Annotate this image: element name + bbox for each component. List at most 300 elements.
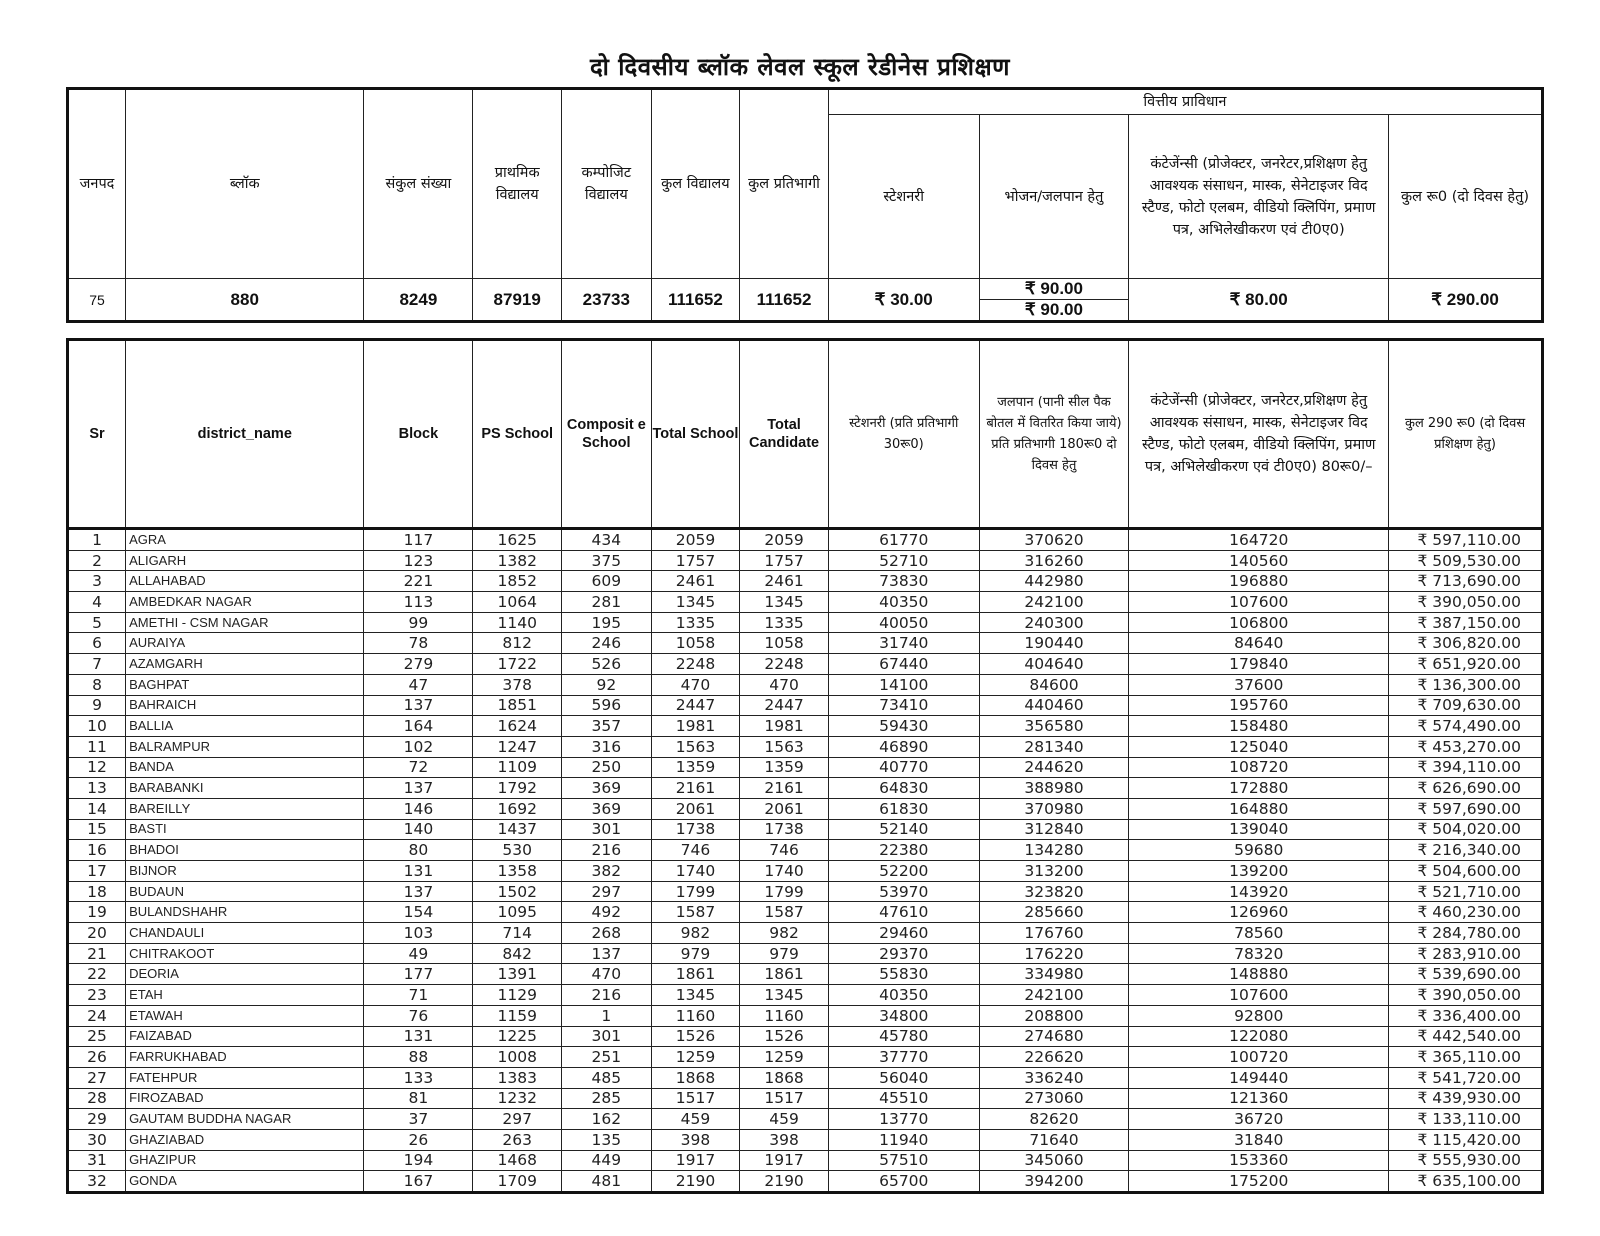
table-row: [68, 1150, 1543, 1171]
table-row: [68, 529, 1543, 551]
cell-district-name: GHAZIABAD: [126, 1129, 364, 1150]
cell-stationery: 53970: [828, 881, 979, 902]
cell-ps-school: 378: [473, 674, 562, 695]
cell-block: 81: [364, 1088, 473, 1109]
value-sankul: 8249: [364, 279, 473, 322]
cell-composite-school: 449: [562, 1150, 652, 1171]
cell-total-candidate: 1563: [740, 736, 829, 757]
cell-block: 80: [364, 840, 473, 861]
cell-total-candidate: 1981: [740, 716, 829, 737]
cell-ps-school: 1225: [473, 1026, 562, 1047]
cell-district-name: BALLIA: [126, 716, 364, 737]
cell-contingency: 59680: [1129, 840, 1389, 861]
page-title: दो दिवसीय ब्लॉक लेवल स्कूल रेडीनेस प्रशिक्षण: [589, 53, 1011, 81]
header-stationery: स्टेशनरी: [828, 115, 979, 279]
cell-ps-school: 1140: [473, 612, 562, 633]
cell-district-name: CHANDAULI: [126, 923, 364, 944]
cell-total: ₹ 509,530.00: [1389, 550, 1543, 571]
cell-total: ₹ 521,710.00: [1389, 881, 1543, 902]
cell-total-school: 1058: [651, 633, 740, 654]
cell-total: ₹ 635,100.00: [1389, 1171, 1543, 1193]
cell-sr: 9: [68, 695, 126, 716]
cell-ps-school: 1391: [473, 964, 562, 985]
cell-contingency: 164720: [1129, 529, 1389, 551]
cell-total-school: 1526: [651, 1026, 740, 1047]
col-total-school: Total School: [651, 340, 740, 529]
cell-sr: 22: [68, 964, 126, 985]
table-row: [68, 716, 1543, 737]
cell-sr: 2: [68, 550, 126, 571]
cell-composite-school: 526: [562, 654, 652, 675]
cell-jalpan: 323820: [979, 881, 1129, 902]
cell-total-school: 1861: [651, 964, 740, 985]
cell-total-candidate: 982: [740, 923, 829, 944]
col-composite-school: Composit e School: [562, 340, 652, 529]
cell-ps-school: 1852: [473, 571, 562, 592]
cell-total-school: 1981: [651, 716, 740, 737]
value-kul-pratibhagi: 111652: [740, 279, 829, 322]
cell-district-name: GONDA: [126, 1171, 364, 1193]
cell-composite-school: 297: [562, 881, 652, 902]
cell-ps-school: 1382: [473, 550, 562, 571]
cell-jalpan: 190440: [979, 633, 1129, 654]
cell-composite-school: 250: [562, 757, 652, 778]
cell-total: ₹ 453,270.00: [1389, 736, 1543, 757]
cell-district-name: GAUTAM BUDDHA NAGAR: [126, 1109, 364, 1130]
cell-stationery: 45780: [828, 1026, 979, 1047]
cell-composite-school: 369: [562, 778, 652, 799]
cell-total-school: 1740: [651, 861, 740, 882]
cell-jalpan: 134280: [979, 840, 1129, 861]
cell-ps-school: 1792: [473, 778, 562, 799]
cell-stationery: 40770: [828, 757, 979, 778]
cell-contingency: 149440: [1129, 1067, 1389, 1088]
table-row: [68, 1005, 1543, 1026]
cell-stationery: 37770: [828, 1047, 979, 1068]
cell-district-name: DEORIA: [126, 964, 364, 985]
cell-total-school: 1799: [651, 881, 740, 902]
cell-jalpan: 334980: [979, 964, 1129, 985]
table-row: [68, 1171, 1543, 1193]
cell-contingency: 121360: [1129, 1088, 1389, 1109]
cell-ps-school: 1095: [473, 902, 562, 923]
header-prathmik: प्राथमिक विद्यालय: [473, 89, 562, 279]
cell-total: ₹ 133,110.00: [1389, 1109, 1543, 1130]
cell-jalpan: 84600: [979, 674, 1129, 695]
cell-district-name: BULANDSHAHR: [126, 902, 364, 923]
cell-block: 137: [364, 778, 473, 799]
cell-composite-school: 485: [562, 1067, 652, 1088]
cell-stationery: 56040: [828, 1067, 979, 1088]
cell-composite-school: 216: [562, 985, 652, 1006]
cell-district-name: BARABANKI: [126, 778, 364, 799]
cell-total-candidate: 1345: [740, 985, 829, 1006]
cell-composite-school: 137: [562, 943, 652, 964]
cell-stationery: 55830: [828, 964, 979, 985]
cell-stationery: 14100: [828, 674, 979, 695]
cell-jalpan: 176760: [979, 923, 1129, 944]
cell-sr: 27: [68, 1067, 126, 1088]
cell-sr: 30: [68, 1129, 126, 1150]
cell-block: 99: [364, 612, 473, 633]
cell-sr: 13: [68, 778, 126, 799]
cell-stationery: 13770: [828, 1109, 979, 1130]
cell-total-candidate: 1738: [740, 819, 829, 840]
cell-block: 103: [364, 923, 473, 944]
cell-stationery: 52200: [828, 861, 979, 882]
cell-block: 71: [364, 985, 473, 1006]
cell-ps-school: 530: [473, 840, 562, 861]
cell-total: ₹ 283,910.00: [1389, 943, 1543, 964]
cell-total-school: 2061: [651, 798, 740, 819]
cell-total-candidate: 1259: [740, 1047, 829, 1068]
cell-block: 154: [364, 902, 473, 923]
table-row: [68, 985, 1543, 1006]
cell-total: ₹ 626,690.00: [1389, 778, 1543, 799]
cell-total: ₹ 115,420.00: [1389, 1129, 1543, 1150]
header-bhojan: भोजन/जलपान हेतु: [979, 115, 1129, 279]
cell-ps-school: 1109: [473, 757, 562, 778]
cell-block: 123: [364, 550, 473, 571]
cell-block: 177: [364, 964, 473, 985]
table-row: [68, 1129, 1543, 1150]
header-contingency: कंटेजेंन्सी (प्रोजेक्टर, जनरेटर,प्रशिक्षण हेतु आवश्यक संसाधन, मास्क, सेनेटाइजर विद स्टैण्ड, फोटो एलबम, वीडियो क्लिपिंग, प्रमाण पत्र, अभिलेखीकरण एवं टी0ए0): [1129, 115, 1389, 279]
cell-stationery: 40350: [828, 592, 979, 613]
cell-total-candidate: 1740: [740, 861, 829, 882]
cell-composite-school: 609: [562, 571, 652, 592]
cell-contingency: 125040: [1129, 736, 1389, 757]
cell-contingency: 148880: [1129, 964, 1389, 985]
cell-district-name: GHAZIPUR: [126, 1150, 364, 1171]
cell-jalpan: 176220: [979, 943, 1129, 964]
header-kul-vidyalay: कुल विद्यालय: [651, 89, 740, 279]
cell-ps-school: 1851: [473, 695, 562, 716]
header-composite: कम्पोजिट विद्यालय: [561, 89, 651, 279]
table-row: [68, 612, 1543, 633]
value-kul-rs: ₹ 290.00: [1389, 279, 1543, 322]
cell-total-school: 982: [651, 923, 740, 944]
cell-district-name: FIROZABAD: [126, 1088, 364, 1109]
cell-ps-school: 1358: [473, 861, 562, 882]
cell-sr: 17: [68, 861, 126, 882]
cell-block: 78: [364, 633, 473, 654]
cell-total-school: 2447: [651, 695, 740, 716]
cell-ps-school: 1008: [473, 1047, 562, 1068]
cell-block: 137: [364, 881, 473, 902]
cell-composite-school: 268: [562, 923, 652, 944]
cell-district-name: BANDA: [126, 757, 364, 778]
cell-composite-school: 470: [562, 964, 652, 985]
cell-ps-school: 1502: [473, 881, 562, 902]
cell-jalpan: 312840: [979, 819, 1129, 840]
cell-total: ₹ 216,340.00: [1389, 840, 1543, 861]
cell-total-candidate: 398: [740, 1129, 829, 1150]
cell-total-school: 1345: [651, 985, 740, 1006]
cell-composite-school: 434: [562, 529, 652, 551]
cell-ps-school: 1247: [473, 736, 562, 757]
cell-stationery: 52710: [828, 550, 979, 571]
cell-composite-school: 369: [562, 798, 652, 819]
cell-composite-school: 492: [562, 902, 652, 923]
cell-total: ₹ 306,820.00: [1389, 633, 1543, 654]
cell-district-name: AURAIYA: [126, 633, 364, 654]
cell-ps-school: 263: [473, 1129, 562, 1150]
value-block: 880: [126, 279, 364, 322]
cell-total-school: 2161: [651, 778, 740, 799]
cell-total-candidate: 2447: [740, 695, 829, 716]
table-row: [68, 757, 1543, 778]
header-kul-pratibhagi: कुल प्रतिभागी: [740, 89, 829, 279]
cell-total-candidate: 1160: [740, 1005, 829, 1026]
col-ps-school: PS School: [473, 340, 562, 529]
col-district: district_name: [126, 340, 364, 529]
table-row: [68, 633, 1543, 654]
cell-ps-school: 1437: [473, 819, 562, 840]
cell-composite-school: 375: [562, 550, 652, 571]
cell-total-school: 1868: [651, 1067, 740, 1088]
cell-ps-school: 1692: [473, 798, 562, 819]
cell-stationery: 65700: [828, 1171, 979, 1193]
cell-total-candidate: 459: [740, 1109, 829, 1130]
cell-block: 76: [364, 1005, 473, 1026]
value-composite: 23733: [561, 279, 651, 322]
cell-jalpan: 71640: [979, 1129, 1129, 1150]
cell-contingency: 36720: [1129, 1109, 1389, 1130]
value-bhojan-1: ₹ 90.00: [979, 279, 1129, 300]
cell-sr: 29: [68, 1109, 126, 1130]
summary-table: [66, 87, 1544, 323]
cell-total-candidate: 2161: [740, 778, 829, 799]
cell-total: ₹ 439,930.00: [1389, 1088, 1543, 1109]
table-row: [68, 881, 1543, 902]
cell-contingency: 107600: [1129, 985, 1389, 1006]
cell-composite-school: 251: [562, 1047, 652, 1068]
cell-composite-school: 481: [562, 1171, 652, 1193]
cell-block: 37: [364, 1109, 473, 1130]
cell-jalpan: 370980: [979, 798, 1129, 819]
cell-contingency: 78560: [1129, 923, 1389, 944]
cell-composite-school: 357: [562, 716, 652, 737]
cell-ps-school: 812: [473, 633, 562, 654]
cell-ps-school: 1064: [473, 592, 562, 613]
cell-jalpan: 316260: [979, 550, 1129, 571]
cell-contingency: 100720: [1129, 1047, 1389, 1068]
cell-total: ₹ 574,490.00: [1389, 716, 1543, 737]
cell-total-candidate: 1587: [740, 902, 829, 923]
cell-total: ₹ 365,110.00: [1389, 1047, 1543, 1068]
cell-contingency: 139040: [1129, 819, 1389, 840]
cell-total-school: 1359: [651, 757, 740, 778]
cell-ps-school: 1624: [473, 716, 562, 737]
cell-contingency: 107600: [1129, 592, 1389, 613]
cell-sr: 7: [68, 654, 126, 675]
cell-district-name: AGRA: [126, 529, 364, 551]
table-row: [68, 943, 1543, 964]
table-row: [68, 571, 1543, 592]
cell-jalpan: 313200: [979, 861, 1129, 882]
value-janpad: 75: [68, 279, 126, 322]
cell-contingency: 164880: [1129, 798, 1389, 819]
cell-stationery: 52140: [828, 819, 979, 840]
cell-ps-school: 1129: [473, 985, 562, 1006]
cell-stationery: 64830: [828, 778, 979, 799]
cell-total: ₹ 539,690.00: [1389, 964, 1543, 985]
table-row: [68, 819, 1543, 840]
cell-sr: 16: [68, 840, 126, 861]
cell-composite-school: 281: [562, 592, 652, 613]
cell-block: 113: [364, 592, 473, 613]
header-vittiya: वित्तीय प्राविधान: [828, 89, 1542, 115]
cell-total-candidate: 1917: [740, 1150, 829, 1171]
cell-total-school: 470: [651, 674, 740, 695]
cell-sr: 5: [68, 612, 126, 633]
cell-composite-school: 1: [562, 1005, 652, 1026]
table-row: [68, 840, 1543, 861]
cell-composite-school: 216: [562, 840, 652, 861]
cell-district-name: BALRAMPUR: [126, 736, 364, 757]
cell-total-candidate: 2248: [740, 654, 829, 675]
cell-contingency: 106800: [1129, 612, 1389, 633]
cell-total-school: 2190: [651, 1171, 740, 1193]
cell-district-name: BHADOI: [126, 840, 364, 861]
cell-block: 72: [364, 757, 473, 778]
cell-total-school: 2059: [651, 529, 740, 551]
table-row: [68, 798, 1543, 819]
cell-sr: 1: [68, 529, 126, 551]
cell-total: ₹ 597,110.00: [1389, 529, 1543, 551]
header-sankul: संकुल संख्या: [364, 89, 473, 279]
cell-jalpan: 244620: [979, 757, 1129, 778]
cell-ps-school: 714: [473, 923, 562, 944]
cell-sr: 28: [68, 1088, 126, 1109]
cell-stationery: 31740: [828, 633, 979, 654]
col-total-candidate: Total Candidate: [740, 340, 829, 529]
cell-jalpan: 226620: [979, 1047, 1129, 1068]
cell-jalpan: 273060: [979, 1088, 1129, 1109]
cell-block: 279: [364, 654, 473, 675]
cell-total-candidate: 2061: [740, 798, 829, 819]
cell-jalpan: 274680: [979, 1026, 1129, 1047]
col-total: कुल 290 रू0 (दो दिवस प्रशिक्षण हेतु): [1389, 340, 1543, 529]
cell-total-candidate: 1517: [740, 1088, 829, 1109]
cell-total-school: 1587: [651, 902, 740, 923]
cell-sr: 10: [68, 716, 126, 737]
cell-contingency: 175200: [1129, 1171, 1389, 1193]
cell-stationery: 61770: [828, 529, 979, 551]
cell-sr: 31: [68, 1150, 126, 1171]
cell-sr: 26: [68, 1047, 126, 1068]
cell-stationery: 29370: [828, 943, 979, 964]
cell-sr: 4: [68, 592, 126, 613]
cell-contingency: 78320: [1129, 943, 1389, 964]
cell-total: ₹ 336,400.00: [1389, 1005, 1543, 1026]
cell-contingency: 139200: [1129, 861, 1389, 882]
cell-district-name: BIJNOR: [126, 861, 364, 882]
cell-contingency: 172880: [1129, 778, 1389, 799]
cell-ps-school: 842: [473, 943, 562, 964]
cell-stationery: 29460: [828, 923, 979, 944]
cell-total: ₹ 709,630.00: [1389, 695, 1543, 716]
cell-sr: 15: [68, 819, 126, 840]
cell-total-candidate: 1058: [740, 633, 829, 654]
cell-contingency: 92800: [1129, 1005, 1389, 1026]
cell-total-candidate: 2059: [740, 529, 829, 551]
cell-total-candidate: 1861: [740, 964, 829, 985]
cell-total-candidate: 979: [740, 943, 829, 964]
cell-jalpan: 404640: [979, 654, 1129, 675]
col-block: Block: [364, 340, 473, 529]
cell-total: ₹ 136,300.00: [1389, 674, 1543, 695]
cell-composite-school: 246: [562, 633, 652, 654]
cell-district-name: ALIGARH: [126, 550, 364, 571]
cell-stationery: 11940: [828, 1129, 979, 1150]
cell-district-name: BAREILLY: [126, 798, 364, 819]
cell-jalpan: 440460: [979, 695, 1129, 716]
cell-composite-school: 301: [562, 1026, 652, 1047]
cell-district-name: ETAH: [126, 985, 364, 1006]
cell-total-candidate: 2461: [740, 571, 829, 592]
cell-sr: 8: [68, 674, 126, 695]
cell-block: 102: [364, 736, 473, 757]
cell-stationery: 22380: [828, 840, 979, 861]
table-row: [68, 1047, 1543, 1068]
cell-total: ₹ 597,690.00: [1389, 798, 1543, 819]
cell-total: ₹ 460,230.00: [1389, 902, 1543, 923]
cell-ps-school: 297: [473, 1109, 562, 1130]
cell-contingency: 195760: [1129, 695, 1389, 716]
cell-jalpan: 370620: [979, 529, 1129, 551]
cell-total-candidate: 746: [740, 840, 829, 861]
cell-contingency: 143920: [1129, 881, 1389, 902]
cell-contingency: 31840: [1129, 1129, 1389, 1150]
cell-stationery: 40050: [828, 612, 979, 633]
cell-composite-school: 285: [562, 1088, 652, 1109]
cell-jalpan: 82620: [979, 1109, 1129, 1130]
cell-contingency: 84640: [1129, 633, 1389, 654]
col-jalpan: जलपान (पानी सील पैक बोतल में वितरित किया जाये) प्रति प्रतिभागी 180रू0 दो दिवस हेतु: [979, 340, 1129, 529]
cell-stationery: 47610: [828, 902, 979, 923]
cell-total: ₹ 390,050.00: [1389, 985, 1543, 1006]
cell-stationery: 40350: [828, 985, 979, 1006]
cell-total-school: 1738: [651, 819, 740, 840]
cell-block: 49: [364, 943, 473, 964]
cell-total-candidate: 1526: [740, 1026, 829, 1047]
cell-composite-school: 301: [562, 819, 652, 840]
cell-total-school: 746: [651, 840, 740, 861]
cell-contingency: 122080: [1129, 1026, 1389, 1047]
cell-composite-school: 316: [562, 736, 652, 757]
cell-block: 133: [364, 1067, 473, 1088]
cell-district-name: FARRUKHABAD: [126, 1047, 364, 1068]
cell-total-school: 459: [651, 1109, 740, 1130]
cell-contingency: 126960: [1129, 902, 1389, 923]
cell-total-candidate: 1335: [740, 612, 829, 633]
cell-block: 194: [364, 1150, 473, 1171]
cell-total-school: 979: [651, 943, 740, 964]
header-kul-rs: कुल रू0 (दो दिवस हेतु): [1389, 115, 1543, 279]
cell-block: 26: [364, 1129, 473, 1150]
cell-stationery: 46890: [828, 736, 979, 757]
cell-block: 140: [364, 819, 473, 840]
cell-total: ₹ 713,690.00: [1389, 571, 1543, 592]
cell-ps-school: 1159: [473, 1005, 562, 1026]
cell-stationery: 59430: [828, 716, 979, 737]
cell-contingency: 108720: [1129, 757, 1389, 778]
cell-total-school: 1517: [651, 1088, 740, 1109]
cell-total-school: 1917: [651, 1150, 740, 1171]
cell-sr: 3: [68, 571, 126, 592]
cell-total-school: 1335: [651, 612, 740, 633]
